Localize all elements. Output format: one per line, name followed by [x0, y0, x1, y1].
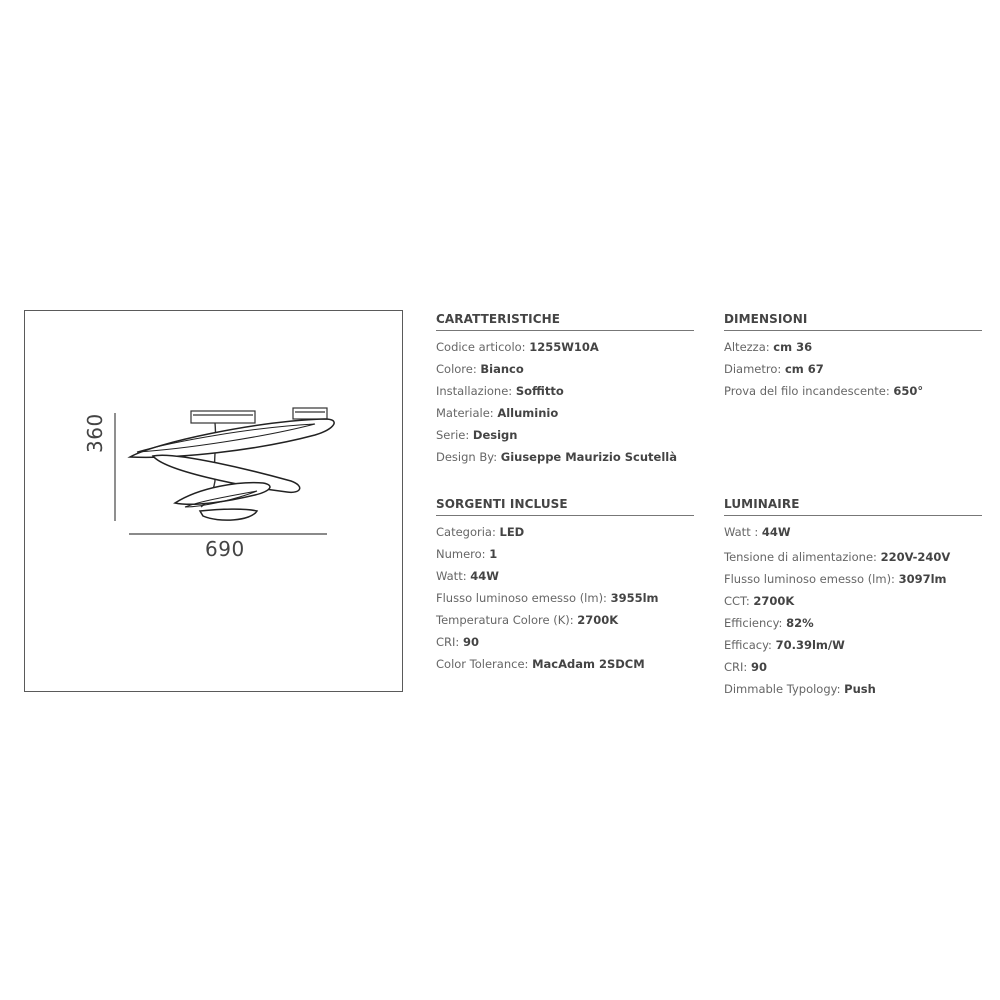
lamp-drawing-frame	[24, 310, 403, 692]
section-title: DIMENSIONI	[724, 312, 982, 331]
spec-label: Prova del filo incandescente:	[724, 384, 894, 398]
spec-row	[436, 547, 694, 561]
spec-label: CRI:	[724, 660, 751, 674]
spec-row	[724, 660, 982, 674]
section-luminaire	[724, 497, 982, 704]
spec-label: CRI:	[436, 635, 463, 649]
spec-value: Giuseppe Maurizio Scutellà	[500, 450, 678, 464]
spec-row	[724, 594, 982, 608]
spec-label: Design By:	[436, 450, 501, 464]
spec-value: cm 67	[784, 362, 824, 376]
spec-value: Design	[472, 428, 518, 442]
lamp-spiral-rings	[130, 419, 334, 520]
spec-row	[724, 362, 982, 376]
spec-value: 90	[462, 635, 479, 649]
section-caratteristiche	[436, 312, 694, 472]
spec-row	[724, 340, 982, 354]
spec-label: Flusso luminoso emesso (lm):	[724, 572, 899, 586]
section-sorgenti-incluse	[436, 497, 694, 679]
spec-label: Flusso luminoso emesso (lm):	[436, 591, 611, 605]
spec-label: Categoria:	[436, 525, 500, 539]
spec-label: Numero:	[436, 547, 490, 561]
lamp-technical-drawing	[25, 311, 404, 693]
spec-row	[724, 638, 982, 652]
spec-label: Efficacy:	[724, 638, 776, 652]
spec-value: 44W	[761, 525, 791, 539]
spec-label: Tensione di alimentazione:	[724, 550, 881, 564]
spec-value: 90	[750, 660, 767, 674]
spec-label: Temperatura Colore (K):	[436, 613, 578, 627]
spec-value: Soffitto	[515, 384, 564, 398]
spec-value: 650°	[893, 384, 924, 398]
spec-row	[436, 569, 694, 583]
spec-value: 2700K	[753, 594, 795, 608]
spec-row	[724, 682, 982, 696]
spec-value: MacAdam 2SDCM	[532, 657, 645, 671]
spec-label: Colore:	[436, 362, 481, 376]
spec-label: Color Tolerance:	[436, 657, 533, 671]
spec-value: 2700K	[577, 613, 619, 627]
spec-label: Efficiency:	[724, 616, 787, 630]
spec-value: Bianco	[480, 362, 524, 376]
section-title: SORGENTI INCLUSE	[436, 497, 694, 516]
spec-row	[436, 340, 694, 354]
width-dimension-label: 690	[205, 537, 245, 561]
spec-row	[724, 572, 982, 586]
section-title: CARATTERISTICHE	[436, 312, 694, 331]
spec-value: LED	[499, 525, 525, 539]
spec-label: Watt :	[724, 525, 762, 539]
spec-row	[436, 591, 694, 605]
spec-label: Dimmable Typology:	[724, 682, 845, 696]
height-dimension-label: 360	[83, 413, 107, 453]
section-dimensioni	[724, 312, 982, 406]
spec-row	[436, 450, 694, 464]
spec-row	[436, 406, 694, 420]
spec-value: cm 36	[773, 340, 813, 354]
section-title: LUMINAIRE	[724, 497, 982, 516]
spec-value: 220V-240V	[880, 550, 951, 564]
spec-label: Watt:	[436, 569, 471, 583]
spec-row	[724, 384, 982, 398]
spec-label: Diametro:	[724, 362, 785, 376]
spec-value: 3097lm	[898, 572, 947, 586]
spec-label: Altezza:	[724, 340, 774, 354]
spec-row	[724, 525, 982, 539]
spec-row	[724, 550, 982, 564]
spec-value: 44W	[470, 569, 499, 583]
spec-label: Serie:	[436, 428, 473, 442]
spec-label: CCT:	[724, 594, 754, 608]
spec-value: Alluminio	[497, 406, 559, 420]
spec-row	[436, 657, 694, 671]
spec-value: Push	[844, 682, 876, 696]
spec-row	[436, 635, 694, 649]
spec-label: Codice articolo:	[436, 340, 530, 354]
spec-value: 1	[489, 547, 498, 561]
spec-row	[436, 384, 694, 398]
spec-value: 1255W10A	[529, 340, 599, 354]
spec-row	[436, 525, 694, 539]
spec-value: 70.39lm/W	[775, 638, 845, 652]
spec-row	[436, 362, 694, 376]
spec-value: 3955lm	[610, 591, 659, 605]
spec-row	[724, 616, 982, 630]
spec-row	[436, 428, 694, 442]
spec-label: Installazione:	[436, 384, 516, 398]
spec-value: 82%	[786, 616, 814, 630]
spec-label: Materiale:	[436, 406, 498, 420]
spec-row	[436, 613, 694, 627]
